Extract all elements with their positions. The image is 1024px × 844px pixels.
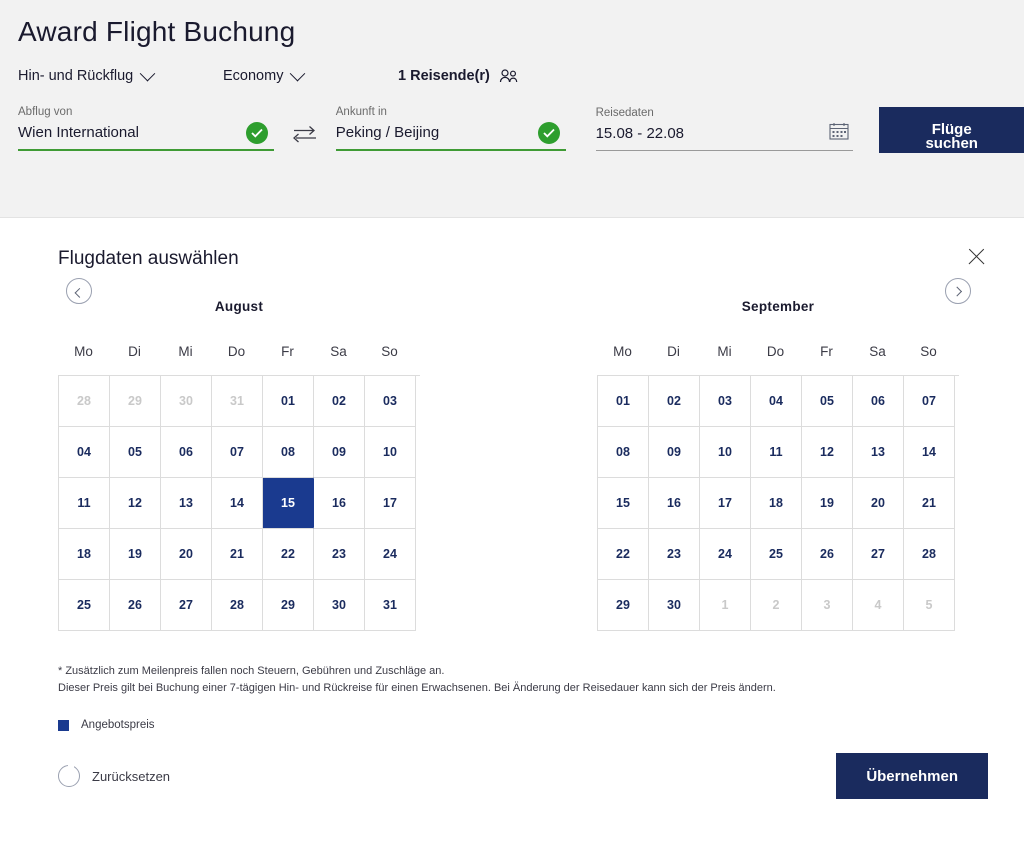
calendar-day[interactable]: 23 [649,529,700,580]
passengers-label: 1 Reisende(r) [398,68,490,84]
calendar-day[interactable]: 06 [161,427,212,478]
price-legend [0,697,1024,731]
picker-footer [0,731,1024,799]
calendar-day[interactable]: 28 [212,580,263,631]
origin-input[interactable] [18,124,274,149]
destination-field [336,106,566,153]
search-fields-row [0,84,1024,153]
calendar-day[interactable]: 03 [700,376,751,427]
month-name: August [214,299,264,314]
calendar-day[interactable]: 01 [598,376,649,427]
calendar-day[interactable]: 08 [263,427,314,478]
calendar-day[interactable]: 20 [161,529,212,580]
calendar-day-disabled: 28 [59,376,110,427]
flight-search-panel [0,0,1024,218]
calendar-day[interactable]: 17 [700,478,751,529]
calendar-day[interactable]: 18 [751,478,802,529]
calendar-day-disabled: 31 [212,376,263,427]
calendar-day[interactable]: 19 [110,529,161,580]
origin-input-wrap [18,124,274,151]
calendar-day[interactable]: 10 [700,427,751,478]
calendar-day[interactable]: 21 [904,478,955,529]
calendar-day[interactable]: 20 [853,478,904,529]
calendar-day-disabled: 3 [802,580,853,631]
calendar-day[interactable]: 13 [161,478,212,529]
calendar-day[interactable]: 28 [904,529,955,580]
calendar-day[interactable]: 29 [598,580,649,631]
weekday-label: So [920,344,937,359]
weekday-label: Do [227,344,246,359]
calendar-day[interactable]: 30 [314,580,365,631]
calendar-day[interactable]: 26 [110,580,161,631]
calendar-day[interactable]: 14 [904,427,955,478]
search-flights-button[interactable]: Flüge suchen [879,107,1024,153]
weekday-label: Mo [613,344,632,359]
origin-field [18,106,274,153]
chevron-left-icon [74,287,84,297]
date-picker-title: Flugdaten auswählen [58,248,239,269]
calendar-day[interactable]: 16 [649,478,700,529]
weekday-label: Sa [330,344,347,359]
month-name: September [741,299,815,314]
calendar-day[interactable]: 01 [263,376,314,427]
calendar-day[interactable]: 25 [59,580,110,631]
calendar-day[interactable]: 23 [314,529,365,580]
calendar-day[interactable]: 05 [802,376,853,427]
calendar-day[interactable]: 22 [263,529,314,580]
calendar-day[interactable]: 12 [110,478,161,529]
calendar-day[interactable]: 30 [649,580,700,631]
reset-button[interactable] [58,765,170,787]
calendar-day[interactable]: 04 [751,376,802,427]
calendar-day[interactable]: 11 [59,478,110,529]
fineprint-line-1: * Zusätzlich zum Meilenpreis fallen noch Steuern, Gebühren und Zuschläge an. [58,665,445,677]
calendar-icon[interactable] [829,122,849,145]
calendar-day[interactable]: 25 [751,529,802,580]
weekday-label: Do [766,344,785,359]
origin-label: Abflug von [18,106,73,118]
calendar-day[interactable]: 04 [59,427,110,478]
trip-type-dropdown[interactable] [18,68,223,84]
reset-icon [58,765,80,787]
weekday-label: Mi [178,344,193,359]
calendar-day[interactable]: 24 [700,529,751,580]
calendar-day[interactable]: 09 [314,427,365,478]
weekday-label: Fr [820,344,833,359]
weekday-label: Mi [717,344,732,359]
travel-dates-input[interactable] [596,125,854,150]
weekday-header [597,344,959,375]
weekday-label: So [381,344,398,359]
passengers-selector[interactable] [398,68,519,84]
chevron-right-icon [952,286,962,296]
calendar-month-first [58,292,420,631]
calendar-day[interactable]: 05 [110,427,161,478]
calendar-day[interactable]: 02 [649,376,700,427]
calendar-month-second [597,292,959,631]
calendar-day[interactable]: 29 [263,580,314,631]
chevron-down-icon [290,65,306,81]
legend-label: Angebotspreis [81,719,155,732]
next-month-button[interactable] [945,278,971,304]
calendar-day[interactable]: 24 [365,529,416,580]
cabin-class-label: Economy [223,68,284,84]
calendar-months [0,270,1024,631]
fineprint-line-2: Dieser Preis gilt bei Buchung einer 7-tägigen Hin- und Rückreise für einen Erwachsenen. Bei Änderung der Reisedauer kann sich der Preis ändern. [58,682,776,695]
previous-month-button[interactable] [66,278,92,304]
calendar-day-disabled: 4 [853,580,904,631]
calendar-day-disabled: 1 [700,580,751,631]
check-icon [538,122,560,144]
search-options-row [0,48,1024,84]
weekday-label: Sa [869,344,886,359]
reset-label: Zurücksetzen [92,768,171,784]
calendar-day[interactable]: 12 [802,427,853,478]
calendar-day[interactable]: 18 [59,529,110,580]
calendar-day-disabled: 2 [751,580,802,631]
check-icon [246,122,268,144]
weekday-label: Di [128,344,141,359]
calendar-day[interactable]: 08 [598,427,649,478]
calendar-day[interactable]: 13 [853,427,904,478]
calendar-day[interactable]: 15 [598,478,649,529]
weekday-label: Mo [74,344,93,359]
destination-input[interactable] [336,124,566,149]
trip-type-label: Hin- und Rückflug [18,68,134,84]
calendar-grid [597,375,959,631]
destination-input-wrap [336,124,566,151]
calendar-day[interactable]: 27 [161,580,212,631]
calendar-day[interactable]: 17 [365,478,416,529]
date-picker-modal [0,218,1024,844]
travel-dates-field [596,107,854,153]
fineprint [0,631,1024,697]
calendar-day[interactable]: 26 [802,529,853,580]
swap-airports-button[interactable] [274,125,336,153]
travel-dates-input-wrap [596,125,854,151]
calendar-day[interactable]: 07 [904,376,955,427]
calendar-day[interactable]: 06 [853,376,904,427]
calendar-day[interactable]: 15 [263,478,314,529]
calendar-day[interactable]: 19 [802,478,853,529]
weekday-label: Di [667,344,680,359]
page-title: Award Flight Buchung [18,16,296,47]
calendar-grid [58,375,420,631]
calendar-day[interactable]: 31 [365,580,416,631]
weekday-header [58,344,420,375]
calendar-day[interactable]: 03 [365,376,416,427]
calendar-day[interactable]: 27 [853,529,904,580]
calendar-day-disabled: 29 [110,376,161,427]
calendar-day[interactable]: 11 [751,427,802,478]
passengers-icon [499,69,519,84]
calendar-day[interactable]: 16 [314,478,365,529]
calendar-day-disabled: 30 [161,376,212,427]
weekday-label: Fr [281,344,294,359]
calendar-day[interactable]: 07 [212,427,263,478]
legend-swatch-icon [58,720,69,731]
chevron-down-icon [140,65,156,81]
calendar-day[interactable]: 21 [212,529,263,580]
calendar-day[interactable]: 10 [365,427,416,478]
calendar-day[interactable]: 02 [314,376,365,427]
apply-button[interactable]: Übernehmen [836,753,988,799]
close-icon[interactable] [966,246,988,268]
calendar-day[interactable]: 22 [598,529,649,580]
destination-label: Ankunft in [335,106,387,118]
cabin-class-dropdown[interactable] [223,68,398,84]
travel-dates-label: Reisedaten [595,107,654,119]
calendar-day[interactable]: 09 [649,427,700,478]
calendar-day[interactable]: 14 [212,478,263,529]
calendar-day-disabled: 5 [904,580,955,631]
